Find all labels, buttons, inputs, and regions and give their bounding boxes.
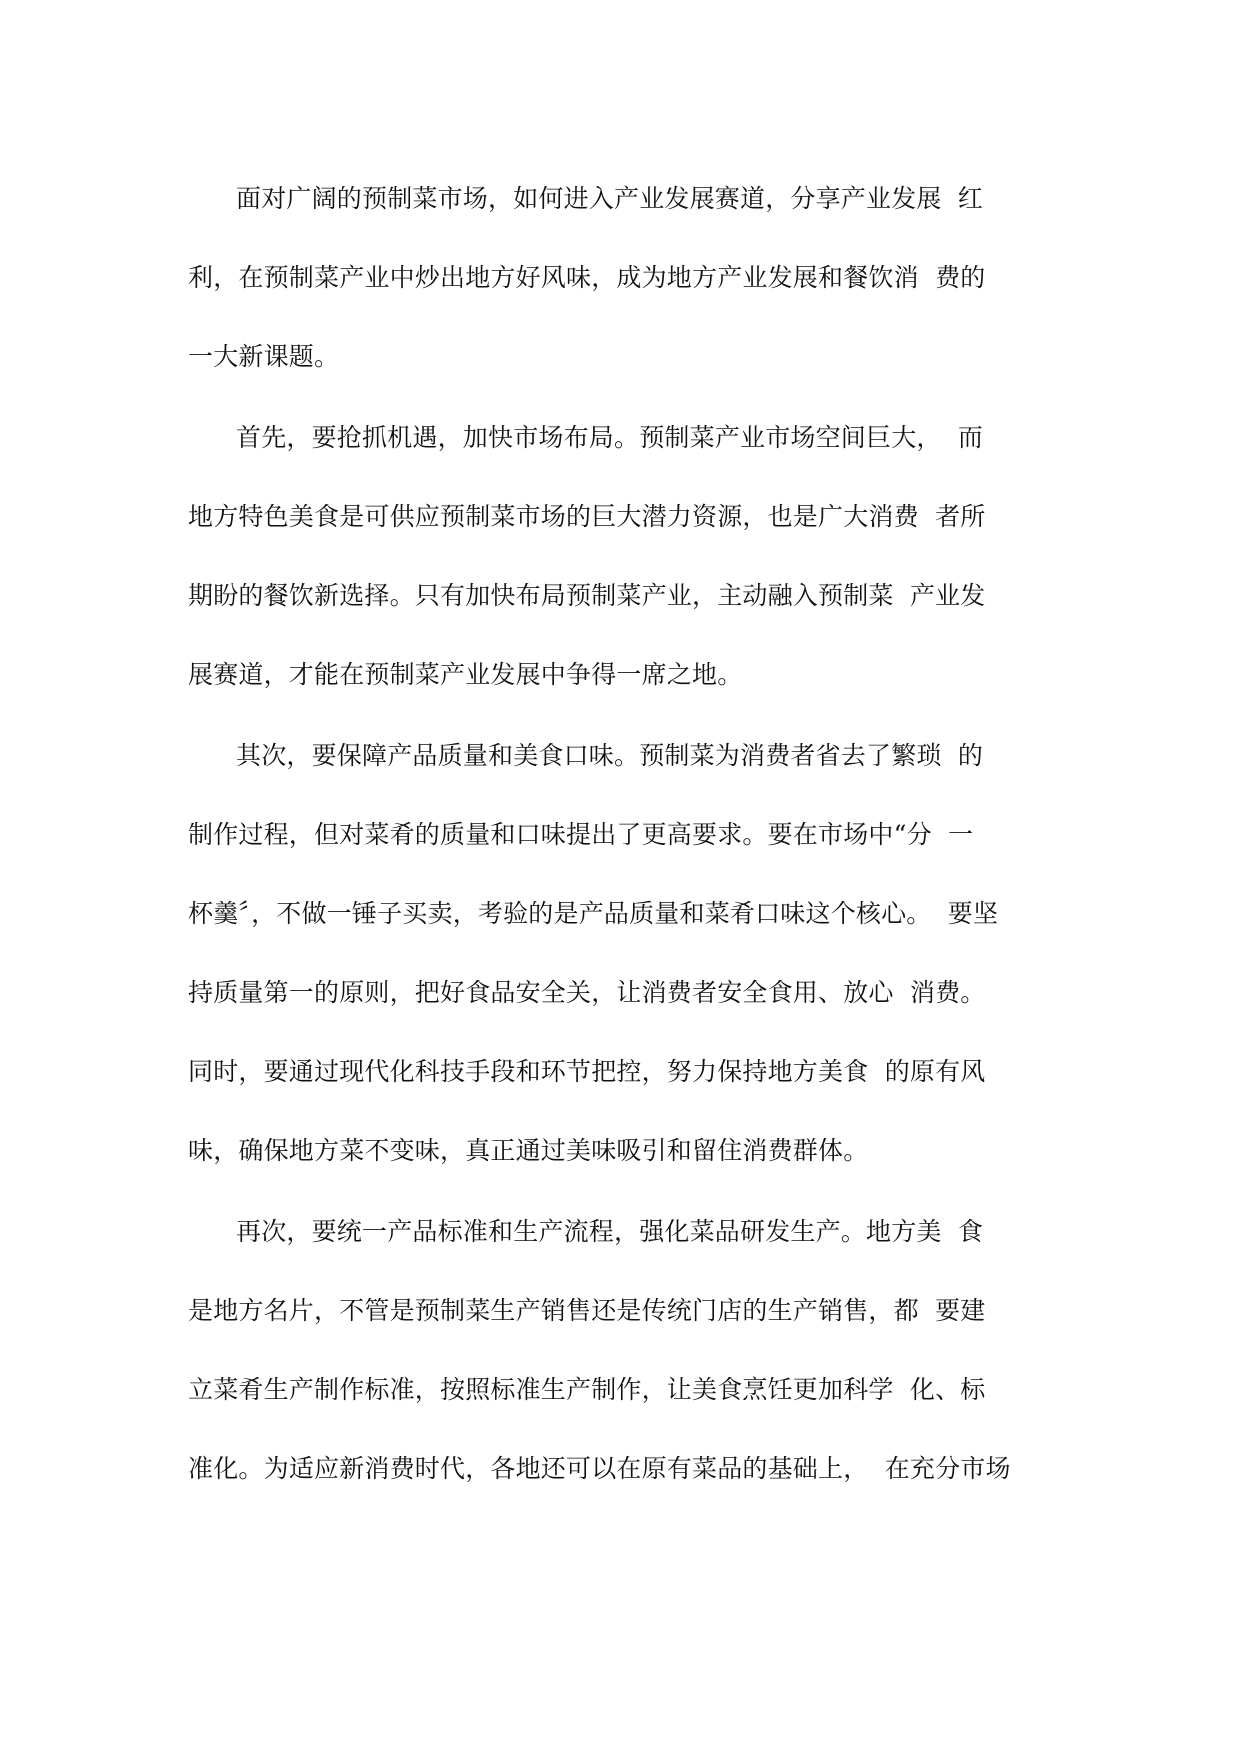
- text-line: 利，在预制菜产业中炒出地方好风味，成为地方产业发展和餐饮消 费的: [188, 263, 986, 292]
- text-line: 是地方名片，不管是预制菜生产销售还是传统门店的生产销售，都 要建: [188, 1296, 986, 1325]
- paragraph-2: [188, 425, 1064, 687]
- text-line: 首先，要抢抓机遇，加快市场布局。预制菜产业市场空间巨大， 而: [236, 423, 984, 452]
- paragraph-3: [188, 743, 1064, 1163]
- text-line: 其次，要保障产品质量和美食口味。预制菜为消费者省去了繁琐 的: [236, 741, 984, 770]
- text-line: 同时，要通过现代化科技手段和环节把控，努力保持地方美食 的原有风: [188, 1057, 986, 1086]
- text-line: 杯羹〞，不做一锤子买卖，考验的是产品质量和菜肴口味这个核心。 要坚: [188, 899, 999, 928]
- paragraph-4: [188, 1219, 1064, 1481]
- text-line: 味，确保地方菜不变味，真正通过美味吸引和留住消费群体。: [188, 1136, 869, 1165]
- text-line: 地方特色美食是可供应预制菜市场的巨大潜力资源，也是广大消费 者所: [188, 502, 986, 531]
- text-line: 制作过程，但对菜肴的质量和口味提出了更高要求。要在市场中“分 一: [188, 820, 974, 849]
- text-line: 期盼的餐饮新选择。只有加快布局预制菜产业，主动融入预制菜 产业发: [188, 581, 986, 610]
- text-line: 立菜肴生产制作标准，按照标准生产制作，让美食烹饪更加科学 化、标: [188, 1375, 986, 1404]
- text-line: 再次，要统一产品标准和生产流程，强化菜品研发生产。地方美 食: [236, 1217, 984, 1246]
- text-line: 准化。为适应新消费时代，各地还可以在原有菜品的基础上， 在充分市场: [188, 1454, 1011, 1483]
- text-line: 面对广阔的预制菜市场，如何进入产业发展赛道，分享产业发展 红: [236, 184, 984, 213]
- text-line: 展赛道，才能在预制菜产业发展中争得一席之地。: [188, 660, 743, 689]
- text-line: 持质量第一的原则，把好食品安全关，让消费者安全食用、放心 消费。: [188, 978, 986, 1007]
- text-line: 一大新课题。: [188, 342, 340, 371]
- paragraph-1: [188, 186, 1064, 369]
- document-body: [188, 186, 1064, 1537]
